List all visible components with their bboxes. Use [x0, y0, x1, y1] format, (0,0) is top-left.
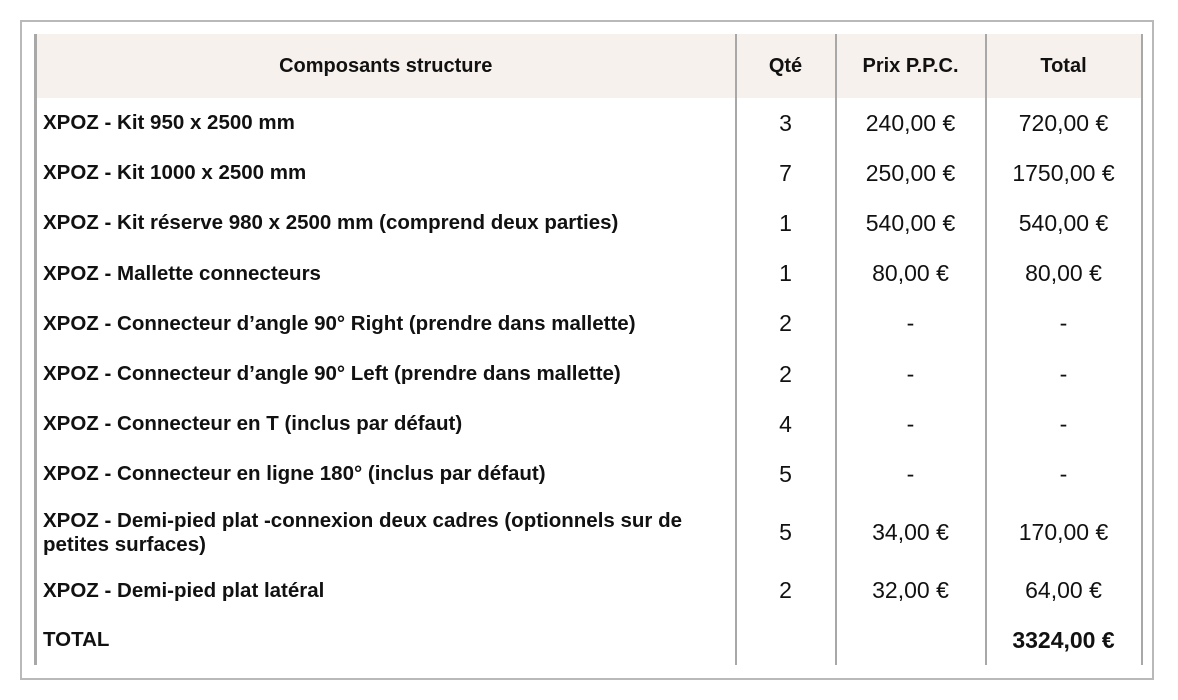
- row-label: XPOZ - Connecteur d’angle 90° Right (prendre dans mallette): [36, 299, 736, 349]
- total-qty-empty: [736, 616, 836, 665]
- table-row: [36, 500, 1142, 566]
- row-qty: 1: [736, 198, 836, 248]
- row-qty: 2: [736, 566, 836, 616]
- table-row: [36, 449, 1142, 499]
- table-row: [36, 198, 1142, 248]
- row-price: 80,00 €: [836, 249, 986, 299]
- table-row: [36, 349, 1142, 399]
- row-qty: 3: [736, 98, 836, 148]
- grand-total: 3324,00 €: [986, 616, 1142, 665]
- row-total: 170,00 €: [986, 500, 1142, 566]
- row-price: 250,00 €: [836, 148, 986, 198]
- table-header-row: [36, 34, 1142, 98]
- table-row: [36, 299, 1142, 349]
- row-price: -: [836, 449, 986, 499]
- header-component: Composants structure: [36, 34, 736, 98]
- row-qty: 2: [736, 349, 836, 399]
- row-qty: 5: [736, 449, 836, 499]
- row-qty: 7: [736, 148, 836, 198]
- row-total: -: [986, 399, 1142, 449]
- components-table: [34, 34, 1143, 665]
- table-row: [36, 399, 1142, 449]
- total-row: [36, 616, 1142, 665]
- row-qty: 5: [736, 500, 836, 566]
- row-label: XPOZ - Kit réserve 980 x 2500 mm (comprend deux parties): [36, 198, 736, 248]
- row-label: XPOZ - Connecteur en ligne 180° (inclus par défaut): [36, 449, 736, 499]
- row-total: -: [986, 349, 1142, 399]
- row-label: XPOZ - Demi-pied plat latéral: [36, 566, 736, 616]
- row-total: -: [986, 449, 1142, 499]
- row-qty: 1: [736, 249, 836, 299]
- row-price: 34,00 €: [836, 500, 986, 566]
- row-qty: 2: [736, 299, 836, 349]
- total-price-empty: [836, 616, 986, 665]
- header-qty: Qté: [736, 34, 836, 98]
- row-price: -: [836, 299, 986, 349]
- row-total: -: [986, 299, 1142, 349]
- header-total: Total: [986, 34, 1142, 98]
- table-row: [36, 148, 1142, 198]
- row-label: XPOZ - Connecteur en T (inclus par défaut): [36, 399, 736, 449]
- table-row: [36, 249, 1142, 299]
- row-label: XPOZ - Kit 950 x 2500 mm: [36, 98, 736, 148]
- row-total: 64,00 €: [986, 566, 1142, 616]
- row-total: 720,00 €: [986, 98, 1142, 148]
- row-price: -: [836, 349, 986, 399]
- row-qty: 4: [736, 399, 836, 449]
- row-label: XPOZ - Connecteur d’angle 90° Left (prendre dans mallette): [36, 349, 736, 399]
- row-total: 540,00 €: [986, 198, 1142, 248]
- row-price: 240,00 €: [836, 98, 986, 148]
- row-label: XPOZ - Mallette connecteurs: [36, 249, 736, 299]
- row-label: XPOZ - Demi-pied plat -connexion deux cadres (optionnels sur de petites surfaces): [36, 500, 736, 566]
- row-price: 32,00 €: [836, 566, 986, 616]
- row-price: 540,00 €: [836, 198, 986, 248]
- row-total: 1750,00 €: [986, 148, 1142, 198]
- row-price: -: [836, 399, 986, 449]
- row-total: 80,00 €: [986, 249, 1142, 299]
- header-unit-price: Prix P.P.C.: [836, 34, 986, 98]
- table-row: [36, 98, 1142, 148]
- table-row: [36, 566, 1142, 616]
- total-label: TOTAL: [36, 616, 736, 665]
- row-label: XPOZ - Kit 1000 x 2500 mm: [36, 148, 736, 198]
